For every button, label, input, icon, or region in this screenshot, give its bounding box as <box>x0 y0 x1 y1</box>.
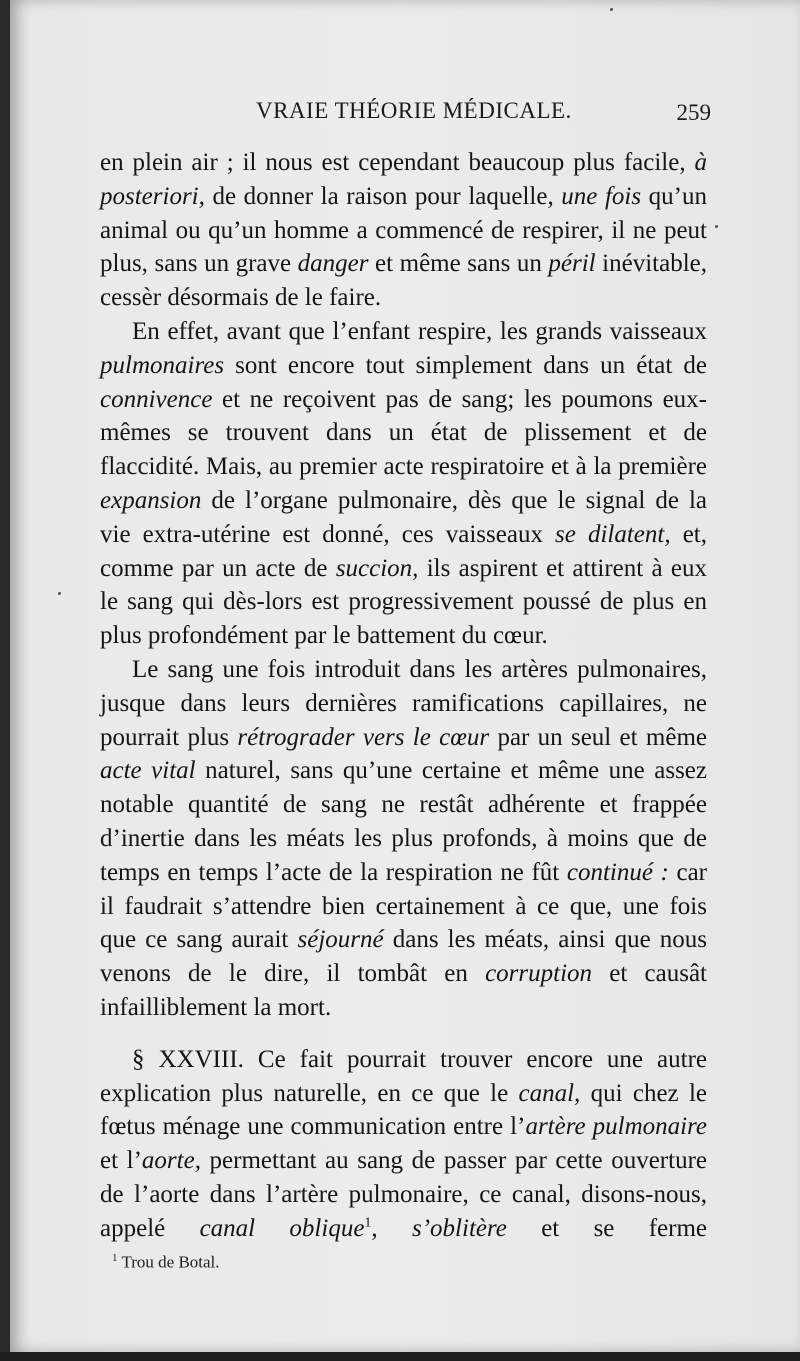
paper-speck <box>610 8 613 11</box>
text-run: ils aspirent et attirent à eux le sang qui dès-lors est progressivement poussé de plus en plus profondément par le battement du cœur. <box>100 554 707 650</box>
italic-run: expansion <box>100 486 202 514</box>
text-run: qu’un animal ou qu’un homme a commencé de respirer, il ne peut plus, sans un grave <box>100 182 707 278</box>
paragraph-4 <box>100 1043 707 1246</box>
paragraph-2 <box>100 315 707 653</box>
italic-run: à posteriori, <box>100 149 707 210</box>
italic-run: succion, <box>335 554 419 582</box>
text-run: par un seul et même <box>489 723 707 751</box>
text-run: de donner la raison pour laquelle, <box>204 182 562 210</box>
italic-run: canal oblique <box>199 1214 365 1242</box>
text-run: et se ferme <box>506 1214 708 1242</box>
text-run: § XXVIII. Ce fait pourrait trouver encore une autre explication plus naturelle, en ce que le <box>100 1045 707 1107</box>
paper-speck <box>715 225 718 228</box>
italic-run: continué : <box>566 858 669 886</box>
italic-run: séjourné <box>297 926 384 954</box>
text-run: En effet, avant que l’enfant respire, les grands vaisseaux <box>132 317 707 345</box>
paragraph-3 <box>100 653 707 1025</box>
text-run: qui chez le fœtus ménage une communication entre l’ <box>100 1079 708 1141</box>
text-run: car il faudrait s’attendre bien certainement à ce que, une fois que ce sang aurait <box>100 858 707 954</box>
italic-run: rétrograder vers le cœur <box>237 723 490 751</box>
text-run: et ne reçoivent pas de sang; les poumons eux-mêmes se trouvent dans un état de plissement et de flaccidité. Mais, au premier acte respiratoire et à la première <box>100 385 707 481</box>
footnote-marker: 1 <box>364 1215 372 1231</box>
footnote <box>112 1252 220 1273</box>
body-text <box>100 146 707 1246</box>
italic-run: se dilatent, <box>555 520 671 548</box>
text-run: naturel, sans qu’une certaine et même une assez notable quantité de sang ne restât adhérente et frappée d’inertie dans les méats les plus profonds, à moins que de temps en temps l’acte de la respiration ne fût <box>100 757 707 886</box>
italic-run: pulmonaires <box>100 351 225 379</box>
text-run: et même sans un <box>368 250 549 278</box>
italic-run: acte vital <box>100 757 196 785</box>
footnote-mark: 1 <box>112 1252 118 1264</box>
italic-run: péril <box>548 250 596 278</box>
italic-run: s’oblitère <box>412 1214 507 1242</box>
footnote-text: Trou de Botal. <box>121 1252 220 1272</box>
text-run: et causât infailliblement la mort. <box>100 960 707 1021</box>
text-run: dans les méats, ainsi que nous venons de le dire, il tombât en <box>100 926 708 988</box>
italic-run: une fois <box>561 182 642 210</box>
text-run: , <box>371 1214 412 1242</box>
running-title: VRAIE THÉORIE MÉDICALE. <box>256 98 572 123</box>
italic-run: artère pulmonaire <box>525 1113 708 1141</box>
italic-run: canal, <box>518 1079 581 1107</box>
text-run: Le sang une fois introduit dans les artères pulmonaires, jusque dans leurs dernières ramifications capillaires, ne pourrait plus <box>100 655 707 751</box>
text-run: en plein air ; il nous est cependant beaucoup plus facile, <box>100 149 695 176</box>
text-run: et l’ <box>100 1147 142 1175</box>
paper-speck <box>58 592 61 595</box>
page-header <box>106 98 719 132</box>
text-run: inévitable, cessèr désormais de le faire. <box>100 250 707 312</box>
italic-run: aorte, <box>141 1147 201 1175</box>
page-number: 259 <box>676 100 711 125</box>
italic-run: corruption <box>485 960 593 988</box>
italic-run: danger <box>297 250 369 278</box>
text-run: de l’organe pulmonaire, dès que le signal de la vie extra-utérine est donné, ces vaisseaux <box>100 486 707 548</box>
page-bottom-edge <box>0 1352 800 1361</box>
text-run: et, comme par un acte de <box>100 520 707 582</box>
text-run: sont encore tout simplement dans un état de <box>224 351 707 379</box>
text-run: permettant au sang de passer par cette ouverture de l’aorte dans l’artère pulmonaire, ce canal, disons-nous, appelé <box>100 1147 707 1242</box>
paragraph-1 <box>100 146 707 315</box>
italic-run: connivence <box>100 385 213 413</box>
